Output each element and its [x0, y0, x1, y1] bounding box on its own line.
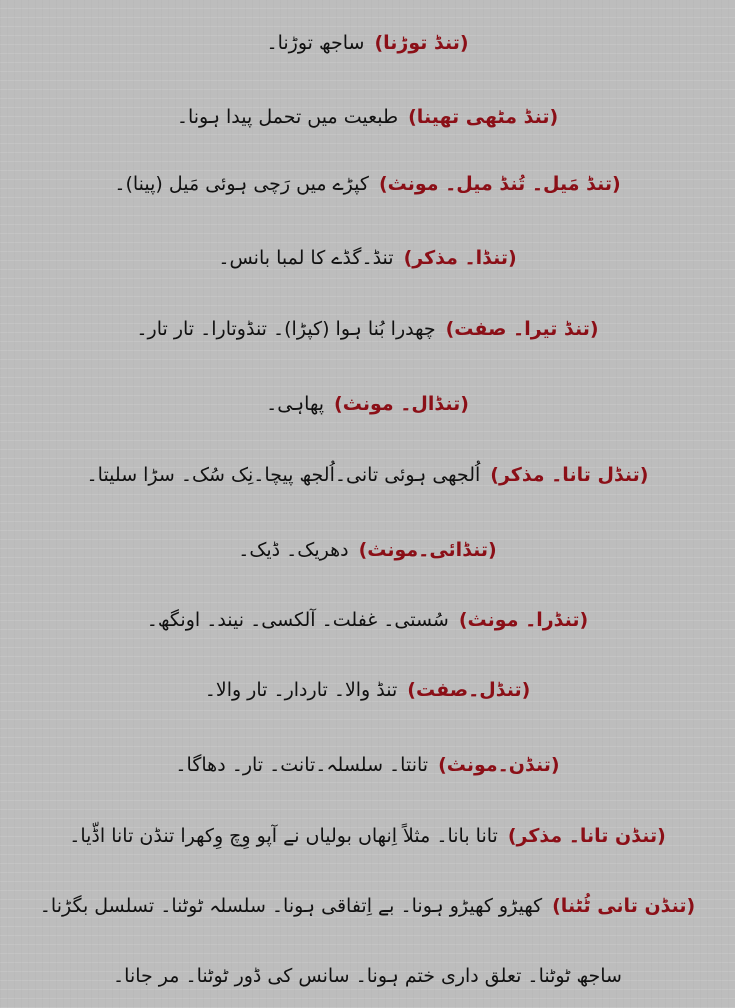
- entry-definition: چھدرا بُنا ہوا (کپڑا)۔ تنڈوتارا۔ تار تار۔: [136, 318, 436, 340]
- entry-line: [0, 164, 735, 204]
- entry-term: (تنڈن تانا۔ مذکر): [507, 825, 666, 847]
- entry-term: (تنڈال۔ مونث): [334, 393, 469, 415]
- entry-line: [0, 816, 735, 856]
- entry-term: (تنڈن۔مونث): [438, 754, 560, 776]
- entry-line: [0, 530, 735, 570]
- entry-definition: اُلجھی ہوئی تانی۔اُلجھ پیچا۔نِک سُک۔ سڑا سلیتا۔: [86, 464, 481, 486]
- entry-definition: تنڈ۔گڈے کا لمبا بانس۔: [218, 247, 394, 269]
- entry-term: (تنڈ تیرا۔ صفت): [445, 318, 599, 340]
- entry-definition: تنڈ والا۔ تاردار۔ تار والا۔: [204, 679, 398, 701]
- entry-term: (تنڈل تانا۔ مذکر): [490, 464, 649, 486]
- entry-definition: تانتا۔ سلسلہ۔تانت۔ تار۔ دھاگا۔: [175, 754, 429, 776]
- entry-definition: پھاہی۔: [266, 393, 325, 415]
- entry-definition: کھیڑو کھیڑو ہونا۔ بے اِتفاقی ہونا۔ سلسلہ ٹوٹنا۔ تسلسل بگڑنا۔: [39, 895, 543, 917]
- entry-line: [0, 886, 735, 926]
- entry-term: (تنڈن تانی ٹُٹنا): [552, 895, 696, 917]
- entry-line: [0, 670, 735, 710]
- entry-line: [0, 309, 735, 349]
- entry-term: (تنڈ مٹھی تھینا): [408, 106, 559, 128]
- entry-line: [0, 23, 735, 63]
- entry-line: [0, 455, 735, 495]
- entry-term: (تنڈا۔ مذکر): [403, 247, 517, 269]
- entry-line: [0, 600, 735, 640]
- entry-definition: تانا بانا۔ مثلاً اِنھاں بولیاں نے آپو وِچ وِکھرا تنڈن تانا اڈّیا۔: [69, 825, 498, 847]
- entry-line: [0, 956, 735, 996]
- entry-definition: ساجھ ٹوٹنا۔ تعلق داری ختم ہونا۔ سانس کی ڈور ٹوٹنا۔ مر جانا۔: [113, 965, 622, 987]
- entry-line: [0, 745, 735, 785]
- entry-term: (تنڈ توڑنا): [374, 32, 469, 54]
- entry-term: (تنڈ مَیل۔ تُنڈ میل۔ مونث): [378, 173, 621, 195]
- entry-line: [0, 97, 735, 137]
- entry-term: (تنڈرا۔ مونث): [458, 609, 589, 631]
- entry-definition: دھریک۔ ڈیک۔: [238, 539, 349, 561]
- entry-term: (تنڈائی۔مونث): [358, 539, 497, 561]
- entry-line: [0, 384, 735, 424]
- entry-definition: ساجھ توڑنا۔: [266, 32, 365, 54]
- entry-definition: سُستی۔ غفلت۔ آلکسی۔ نیند۔ اونگھ۔: [146, 609, 449, 631]
- entry-term: (تنڈل۔صفت): [407, 679, 531, 701]
- entry-definition: طبعیت میں تحمل پیدا ہونا۔: [176, 106, 399, 128]
- entry-line: [0, 238, 735, 278]
- entry-definition: کپڑے میں رَچی ہوئی مَیل (پینا)۔: [114, 173, 369, 195]
